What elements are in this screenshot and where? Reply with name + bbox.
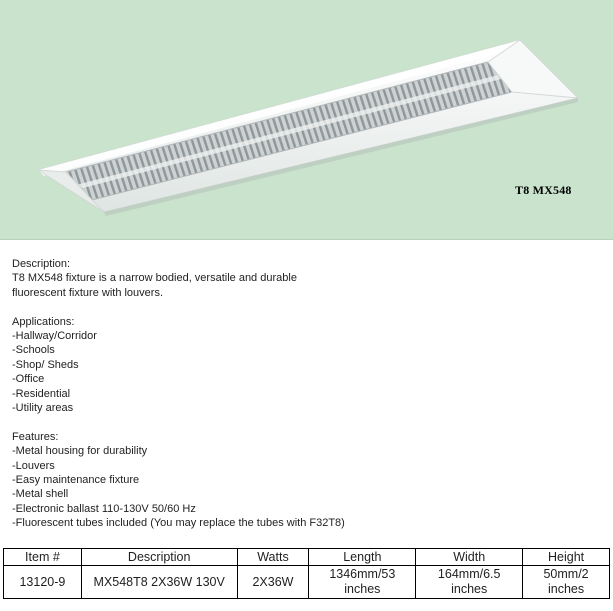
column-header-watts: Watts [237, 549, 309, 566]
description-heading: Description: [12, 258, 71, 270]
feature-item: -Fluorescent tubes included (You may replace the tubes with F32T8) [12, 517, 345, 530]
column-header-description: Description [81, 549, 237, 566]
feature-item: -Electronic ballast 110-130V 50/60 Hz [12, 502, 196, 515]
specs-table [3, 548, 610, 599]
application-item: -Hallway/Corridor [12, 330, 97, 343]
product-image [0, 0, 613, 240]
cell-description: MX548T8 2X36W 130V [81, 566, 237, 599]
application-item: -Residential [12, 387, 71, 400]
feature-item: -Easy maintenance fixture [12, 474, 140, 487]
column-header-item: Item # [4, 549, 82, 566]
feature-item: -Metal shell [12, 488, 69, 501]
application-item: -Shop/ Sheds [12, 358, 79, 371]
column-header-length: Length [309, 549, 416, 566]
cell-width: 164mm/6.5 inches [416, 566, 523, 599]
table-row [4, 566, 610, 599]
description-line: fluorescent fixture with louvers. [12, 286, 164, 299]
table-header-row [4, 549, 610, 566]
applications-heading: Applications: [12, 315, 75, 328]
cell-item-number: 13120-9 [4, 566, 82, 599]
feature-item: -Louvers [12, 459, 55, 472]
application-item: -Office [12, 373, 45, 386]
feature-item: -Metal housing for durability [12, 445, 148, 458]
model-label: T8 MX548 [515, 183, 572, 197]
product-description [12, 257, 432, 531]
application-item: -Utility areas [12, 402, 74, 415]
description-line: T8 MX548 fixture is a narrow bodied, versatile and durable [12, 272, 297, 285]
column-header-width: Width [416, 549, 523, 566]
column-header-height: Height [523, 549, 610, 566]
fluorescent-fixture-photo [0, 0, 613, 239]
cell-length: 1346mm/53 inches [309, 566, 416, 599]
cell-watts: 2X36W [237, 566, 309, 599]
features-heading: Features: [12, 430, 59, 443]
cell-height: 50mm/2 inches [523, 566, 610, 599]
application-item: -Schools [12, 344, 55, 357]
